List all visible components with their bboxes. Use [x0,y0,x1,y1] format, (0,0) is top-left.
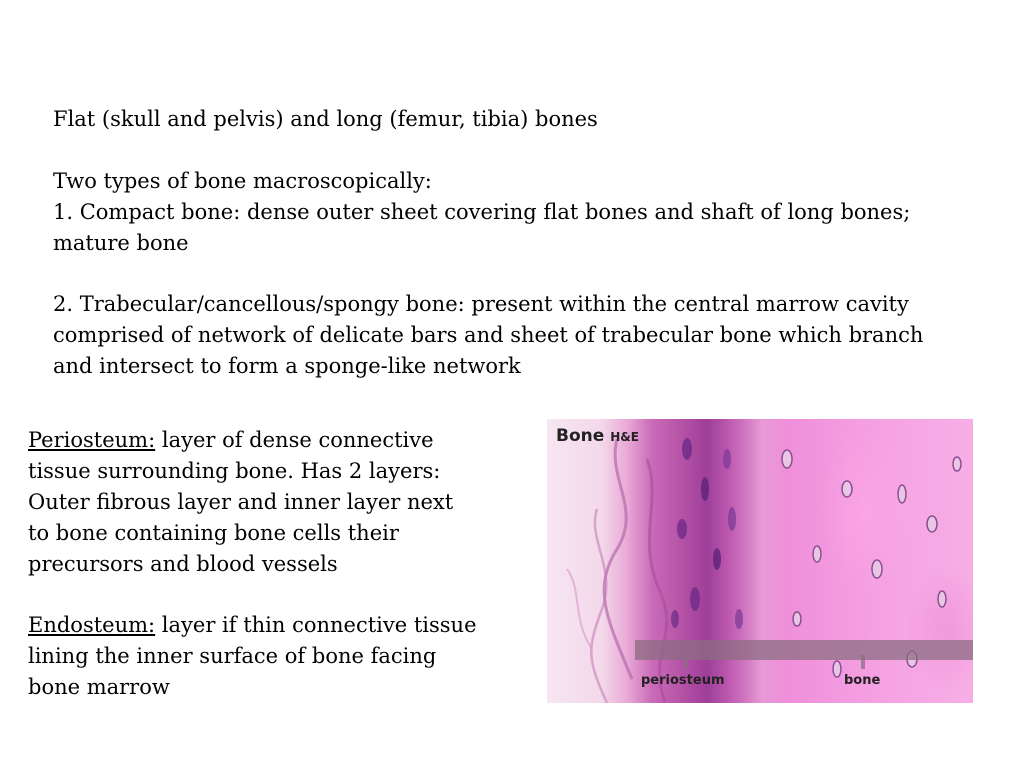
intro-text: Flat (skull and pelvis) and long (femur, tibia) bones [53,107,598,131]
endosteum-term: Endosteum: [28,613,156,637]
periosteum-tick [684,655,688,669]
endosteum-line-3: bone marrow [28,675,170,699]
micrograph-stain: H&E [610,430,639,444]
periosteum-term: Periosteum: [28,428,156,452]
periosteum-label: periosteum [641,673,725,688]
trabecular-bone-line-2: comprised of network of delicate bars and sheet of trabecular bone which branch [53,323,924,347]
periosteum-line-1 [28,425,434,456]
bone-micrograph [547,419,973,703]
periosteum-line-2: tissue surrounding bone. Has 2 layers: [28,459,441,483]
endosteum-def-1: layer if thin connective tissue [155,613,477,637]
types-heading: Two types of bone macroscopically: [53,169,432,193]
compact-bone-line-1: 1. Compact bone: dense outer sheet covering flat bones and shaft of long bones; [53,200,911,224]
compact-bone-line-2: mature bone [53,231,189,255]
periosteum-line-4: to bone containing bone cells their [28,521,399,545]
trabecular-bone-line-1: 2. Trabecular/cancellous/spongy bone: present within the central marrow cavity [53,292,909,316]
endosteum-line-2: lining the inner surface of bone facing [28,644,437,668]
periosteum-line-3: Outer fibrous layer and inner layer next [28,490,454,514]
bone-label: bone [844,673,881,688]
bone-tick [861,655,865,669]
micrograph-title [556,426,639,446]
micrograph-title-text: Bone [556,426,605,446]
periosteum-def-1: layer of dense connective [155,428,434,452]
trabecular-bone-line-3: and intersect to form a sponge-like network [53,354,521,378]
endosteum-line-1 [28,610,477,641]
periosteum-line-5: precursors and blood vessels [28,552,338,576]
tissue-texture [547,419,973,703]
